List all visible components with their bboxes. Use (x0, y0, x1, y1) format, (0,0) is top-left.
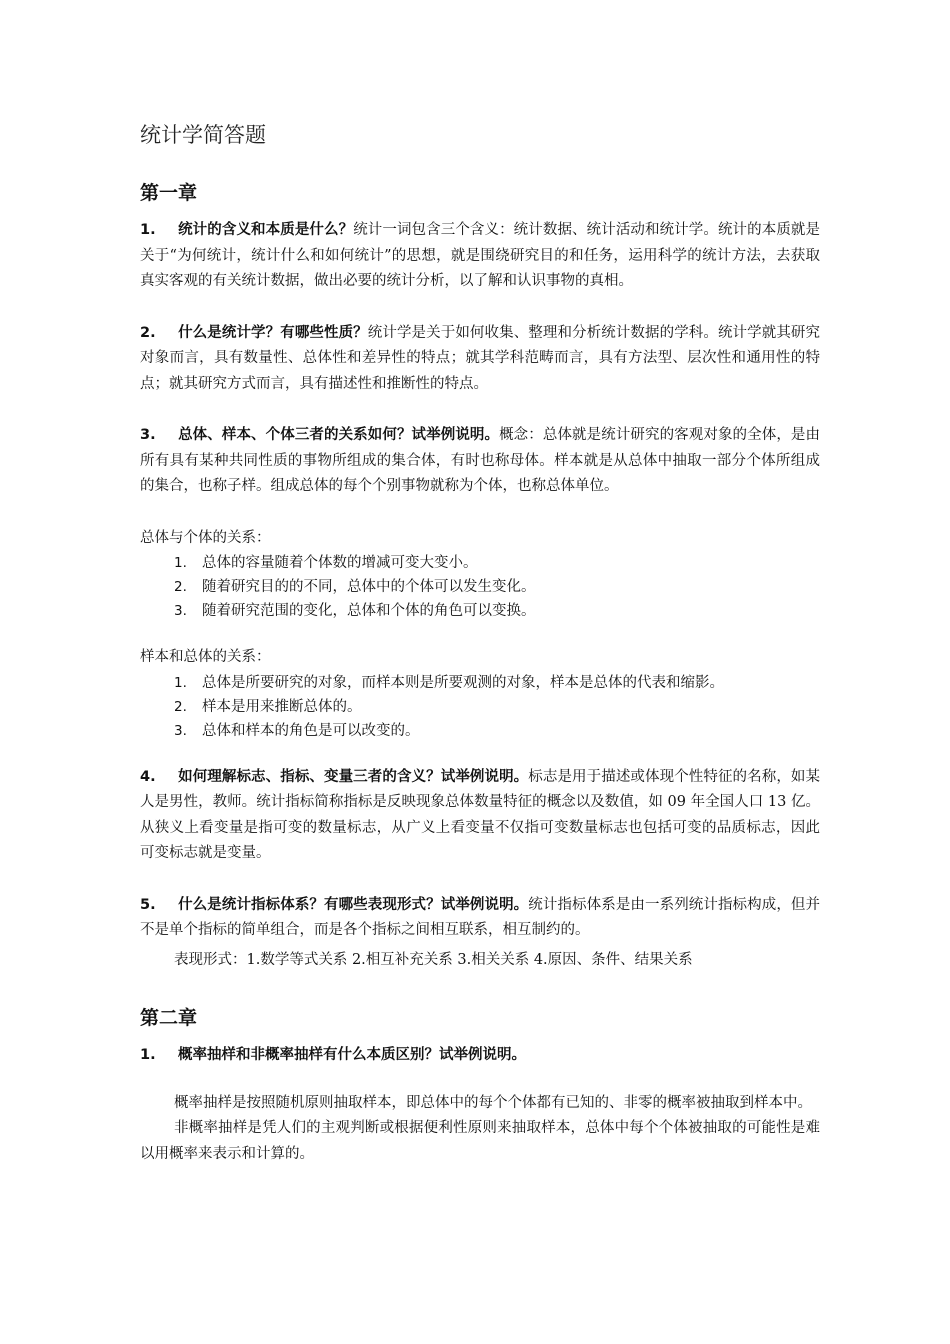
list-item (140, 575, 820, 599)
question-2 (140, 321, 820, 398)
list-number: 1. (174, 555, 187, 571)
question-5 (140, 893, 820, 944)
question-number: 4. (140, 768, 156, 785)
question-number: 5. (140, 896, 156, 913)
list-number: 2. (174, 579, 187, 595)
paragraph-nonprobability-sampling: 非概率抽样是凭人们的主观判断或根据便利性原则来抽取样本，总体中每个个体被抽取的可能性是难以用概率来表示和计算的。 (140, 1120, 820, 1162)
question-1 (140, 218, 820, 295)
list-number: 2. (174, 698, 187, 715)
page-title: 统计学简答题 (140, 123, 266, 147)
relation-heading-sample-population: 样本和总体的关系： (140, 649, 271, 665)
document-page (140, 118, 820, 1167)
list-text: 总体是所要研究的对象，而样本则是所要观测的对象，样本是总体的代表和缩影。 (202, 674, 724, 691)
relation-heading-population-individual: 总体与个体的关系： (140, 529, 271, 546)
question-number: 1. (140, 222, 156, 238)
answer-text: 概念：总体就是统计研究的客观对象的全体，是由所有具有某种共同性质的事物所组成的集合体，有时也称母体。样本就是从总体中抽取一部分个体所组成的集合，也称子样。组成总体的每个个别事物就称为个体，也称总体单位。 (140, 427, 821, 494)
list-text: 总体的容量随着个体数的增减可变大变小。 (202, 555, 478, 571)
answer-text: 统计学是关于如何收集、整理和分析统计数据的学科。统计学就其研究对象而言，具有数量性、总体性和差异性的特点；就其学科范畴而言，具有方法型、层次性和通用性的特点；就其研究方式而言，具有描述性和推断性的特点。 (140, 324, 821, 392)
question-text: 统计的含义和本质是什么？ (178, 222, 354, 238)
answer-text: 统计一词包含三个含义：统计数据、统计活动和统计学。统计的本质就是关于“为何统计，统计什么和如何统计”的思想，就是围绕研究目的和任务，运用科学的统计方法，去获取真实客观的有关统计数据，做出必要的统计分析，以了解和认识事物的真相。 (140, 222, 821, 289)
chapter-1-heading: 第一章 (140, 182, 198, 204)
list-text: 随着研究目的的不同，总体中的个体可以发生变化。 (202, 579, 536, 595)
list-number: 3. (174, 722, 187, 739)
question-4 (140, 765, 820, 867)
question-number: 2. (140, 324, 156, 341)
chapter-2-question-1 (140, 1043, 820, 1069)
list-item (140, 719, 820, 743)
list-item (140, 599, 820, 623)
list-item (140, 551, 820, 575)
relation-list-population-individual (140, 551, 820, 623)
list-number: 3. (174, 603, 187, 619)
question-text: 什么是统计指标体系？有哪些表现形式？试举例说明。 (178, 896, 529, 913)
list-text: 总体和样本的角色是可以改变的。 (202, 722, 420, 739)
relation-list-sample-population (140, 671, 820, 743)
question-text: 概率抽样和非概率抽样有什么本质区别？试举例说明。 (178, 1047, 526, 1063)
chapter-2-heading: 第二章 (140, 1007, 198, 1029)
question-3 (140, 423, 820, 500)
answer-text: 标志是用于描述或体现个性特征的名称，如某人是男性，教师。统计指标简称指标是反映现象总体数量特征的概念以及数值，如 09 年全国人口 13 亿。从狭义上看变量是指可变的数量标志，从广义上看变量不仅指可变数量标志也包括可变的品质标志，因此可变标志就是变量。 (140, 768, 821, 861)
list-item (140, 671, 820, 695)
question-text: 总体、样本、个体三者的关系如何？试举例说明。 (178, 427, 500, 443)
question-text: 如何理解标志、指标、变量三者的含义？试举例说明。 (178, 768, 529, 785)
list-text: 样本是用来推断总体的。 (202, 698, 362, 715)
question-number: 3. (140, 427, 156, 443)
paragraph-probability-sampling: 概率抽样是按照随机原则抽取样本，即总体中的每个个体都有已知的、非零的概率被抽取到样本中。 (174, 1094, 812, 1111)
list-item (140, 695, 820, 719)
answer-text: 统计指标体系是由一系列统计指标构成，但并不是单个指标的简单组合，而是各个指标之间相互联系，相互制约的。 (140, 896, 821, 938)
list-text: 随着研究范围的变化，总体和个体的角色可以变换。 (202, 603, 536, 619)
forms-line: 表现形式：1.数学等式关系 2.相互补充关系 3.相关关系 4.原因、条件、结果关系 (174, 951, 693, 968)
question-text: 什么是统计学？有哪些性质？ (178, 324, 368, 341)
question-number: 1. (140, 1047, 156, 1063)
list-number: 1. (174, 674, 187, 691)
